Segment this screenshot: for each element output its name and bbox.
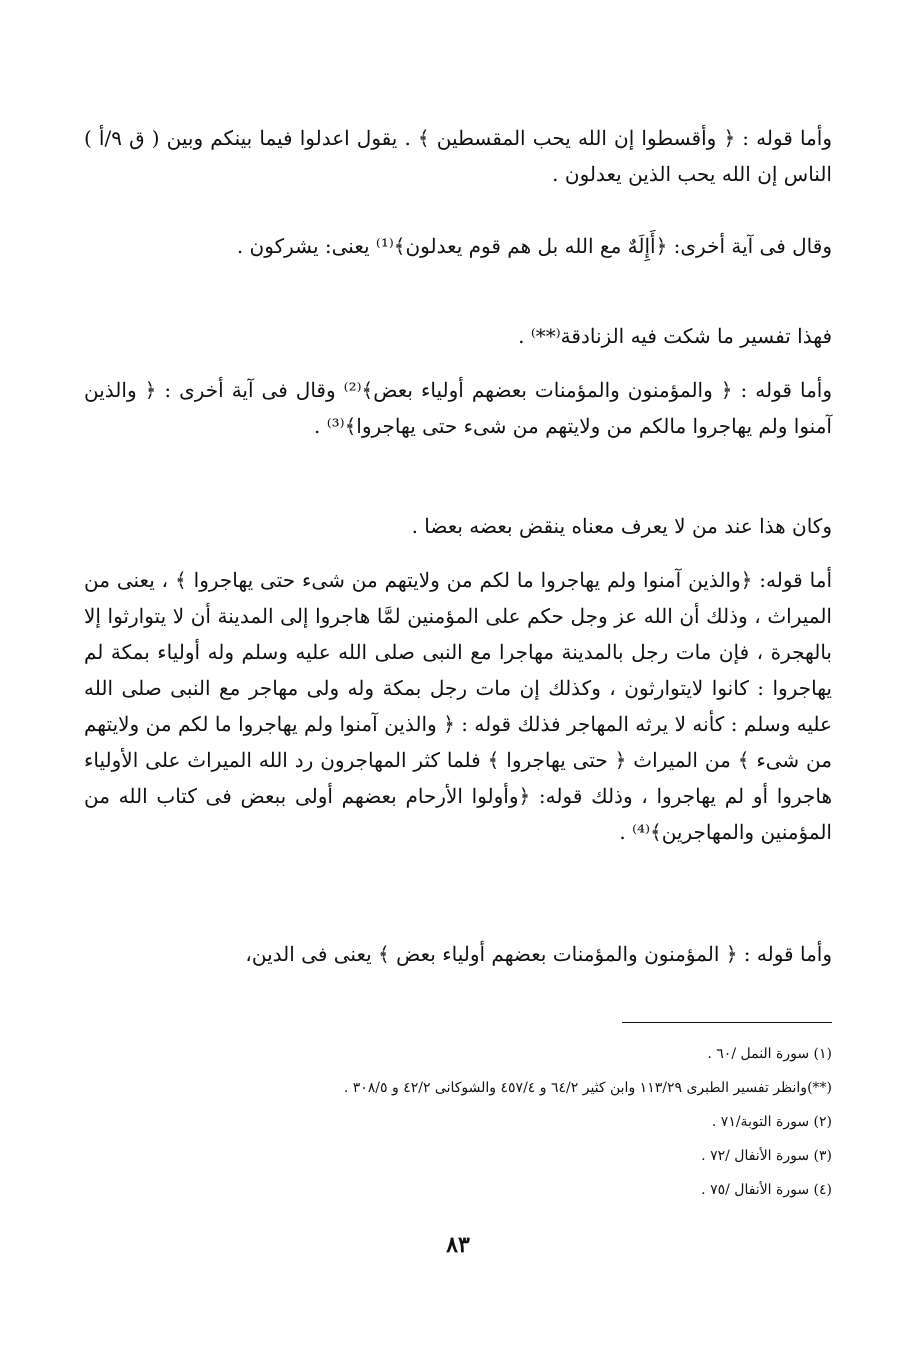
paragraph-1: وأما قوله : ﴿ وأقسطوا إن الله يحب المقسطين ﴾ . يقول اعدلوا فيما بينكم وبين ( ق ٩/أ ) الناس إن الله يحب الذين يعدلون .: [84, 126, 832, 186]
paragraph-2: وقال فى آية أخرى: ﴿أَإِلَهٌ مع الله بل هم قوم يعدلون﴾⁽¹⁾ يعنى: يشركون .: [236, 234, 832, 258]
paragraph-5: وكان هذا عند من لا يعرف معناه ينقض بعضه بعضا .: [411, 514, 832, 538]
footnote-5: (٤) سورة الأنفال /٧٥ .: [701, 1182, 832, 1198]
footnote-3: (٢) سورة التوبة/٧١ .: [711, 1114, 832, 1130]
paragraph-6: أما قوله: ﴿والذين آمنوا ولم يهاجروا ما لكم من ولايتهم من شىء حتى يهاجروا ﴾ ، يعنى من الميراث ، وذلك أن الله عز وجل حكم على المؤمنين لمَّا هاجروا إلى المدينة أن لا يتوارثوا إلا بالهجرة ، فإن مات رجل بالمدينة مهاجرا مع النبى صلى الله عليه وسلم وله أولياء بمكة لم يهاجروا : كانوا لايتوارثون ، وكذلك إن مات رجل بمكة وله ولى مهاجر مع النبى صلى الله عليه وسلم : كأنه لا يرثه المهاجر فذلك قوله : ﴿ والذين آمنوا ولم يهاجروا ما لكم من ولايتهم من شىء ﴾ من الميراث ﴿ حتى يهاجروا ﴾ فلما كثر المهاجرون رد الله الميراث على الأولياء هاجروا أو لم يهاجروا ، وذلك قوله: ﴿وأولوا الأرحام بعضهم أولى ببعض فى كتاب الله من المؤمنين والمهاجرين﴾⁽⁴⁾ .: [84, 568, 832, 844]
footnote-divider: [622, 1022, 832, 1023]
paragraph-3: فهذا تفسير ما شكت فيه الزنادقة⁽**⁾ .: [518, 324, 832, 348]
paragraph-4: وأما قوله : ﴿ والمؤمنون والمؤمنات بعضهم أولياء بعض﴾⁽²⁾ وقال فى آية أخرى : ﴿ والذين آمنوا ولم يهاجروا مالكم من ولايتهم من شىء حتى يهاجروا﴾⁽³⁾ .: [84, 378, 833, 438]
footnote-2: (**)وانظر تفسير الطبرى ١١٣/٢٩ وابن كثير ٦٤/٢ و ٤٥٧/٤ والشوكانى ٤٢/٢ و ٣٠٨/٥ .: [343, 1080, 832, 1096]
paragraph-7: وأما قوله : ﴿ المؤمنون والمؤمنات بعضهم أولياء بعض ﴾ يعنى فى الدين،: [245, 942, 832, 966]
page-number: ٨٣: [446, 1232, 470, 1258]
footnote-4: (٣) سورة الأنفال /٧٢ .: [701, 1148, 832, 1164]
footnote-1: (١) سورة النمل /٦٠ .: [707, 1046, 832, 1062]
